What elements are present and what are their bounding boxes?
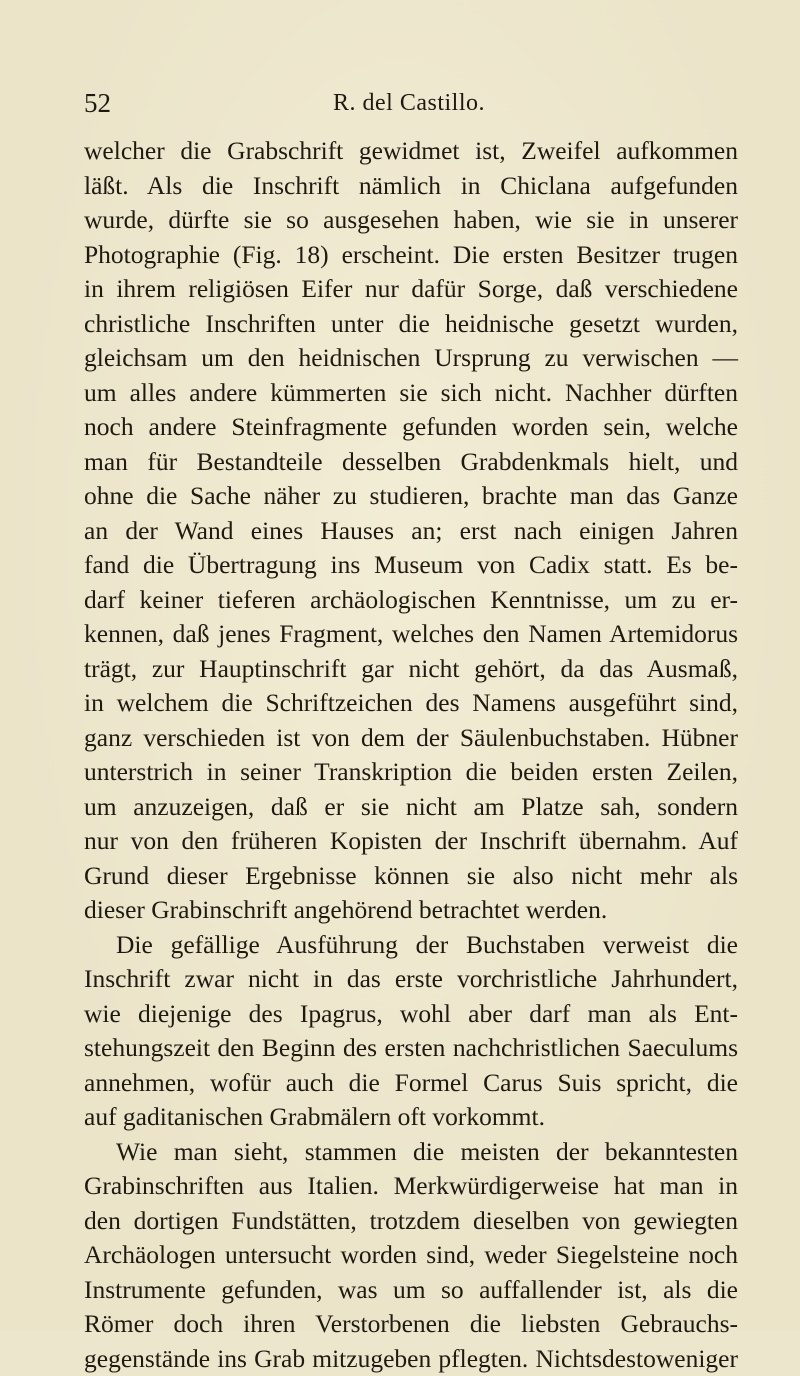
text-line: Grund dieser Ergebnisse können sie also nicht mehr als	[84, 859, 738, 894]
text-line: stehungszeit den Beginn des ersten nachchristlichen Saeculums	[84, 1031, 738, 1066]
text-line: trägt, zur Hauptinschrift gar nicht gehört, da das Ausmaß,	[84, 652, 738, 687]
running-head: R. del Castillo.	[84, 86, 734, 120]
text-line: Inschrift zwar nicht in das erste vorchristliche Jahrhundert,	[84, 962, 738, 997]
text-line: Archäologen untersucht worden sind, weder Siegelsteine noch	[84, 1238, 738, 1273]
text-line: annehmen, wofür auch die Formel Carus Suis spricht, die	[84, 1066, 738, 1101]
body-text	[84, 134, 738, 1376]
text-line: kennen, daß jenes Fragment, welches den Namen Artemidorus	[84, 617, 738, 652]
text-line: Photographie (Fig. 18) erscheint. Die ersten Besitzer trugen	[84, 238, 738, 273]
text-line: Grabinschriften aus Italien. Merkwürdigerweise hat man in	[84, 1169, 738, 1204]
text-line: wurde, dürfte sie so ausgesehen haben, wie sie in unserer	[84, 203, 738, 238]
text-line: den dortigen Fundstätten, trotzdem dieselben von gewiegten	[84, 1204, 738, 1239]
text-line: wie diejenige des Ipagrus, wohl aber darf man als Ent-	[84, 997, 738, 1032]
text-line: man für Bestandteile desselben Grabdenkmals hielt, und	[84, 445, 738, 480]
paragraph-end-line: auf gaditanischen Grabmälern oft vorkommt.	[84, 1100, 738, 1135]
text-line: Römer doch ihren Verstorbenen die liebsten Gebrauchs-	[84, 1307, 738, 1342]
text-line: läßt. Als die Inschrift nämlich in Chiclana aufgefunden	[84, 169, 738, 204]
text-line: unterstrich in seiner Transkription die beiden ersten Zeilen,	[84, 755, 738, 790]
text-line: gegenstände ins Grab mitzugeben pflegten. Nichtsdestoweniger	[84, 1342, 738, 1376]
page-number: 52	[84, 86, 111, 120]
paragraph-start-line: Die gefällige Ausführung der Buchstaben verweist die	[84, 928, 738, 963]
paragraph-start-line: Wie man sieht, stammen die meisten der bekanntesten	[84, 1135, 738, 1170]
page-header	[84, 86, 734, 120]
text-line: fand die Übertragung ins Museum von Cadix statt. Es be-	[84, 548, 738, 583]
text-line: christliche Inschriften unter die heidnische gesetzt wurden,	[84, 307, 738, 342]
text-line: um alles andere kümmerten sie sich nicht. Nachher dürften	[84, 376, 738, 411]
text-line: an der Wand eines Hauses an; erst nach einigen Jahren	[84, 514, 738, 549]
text-line: Instrumente gefunden, was um so auffallender ist, als die	[84, 1273, 738, 1308]
text-line: noch andere Steinfragmente gefunden worden sein, welche	[84, 410, 738, 445]
text-line: nur von den früheren Kopisten der Inschrift übernahm. Auf	[84, 824, 738, 859]
text-line: ganz verschieden ist von dem der Säulenbuchstaben. Hübner	[84, 721, 738, 756]
paragraph-end-line: dieser Grabinschrift angehörend betrachtet werden.	[84, 893, 738, 928]
text-line: in ihrem religiösen Eifer nur dafür Sorge, daß verschiedene	[84, 272, 738, 307]
text-line: in welchem die Schriftzeichen des Namens ausgeführt sind,	[84, 686, 738, 721]
text-line: gleichsam um den heidnischen Ursprung zu verwischen —	[84, 341, 738, 376]
text-line: ohne die Sache näher zu studieren, brachte man das Ganze	[84, 479, 738, 514]
text-line: welcher die Grabschrift gewidmet ist, Zweifel aufkommen	[84, 134, 738, 169]
text-line: darf keiner tieferen archäologischen Kenntnisse, um zu er-	[84, 583, 738, 618]
text-line: um anzuzeigen, daß er sie nicht am Platze sah, sondern	[84, 790, 738, 825]
